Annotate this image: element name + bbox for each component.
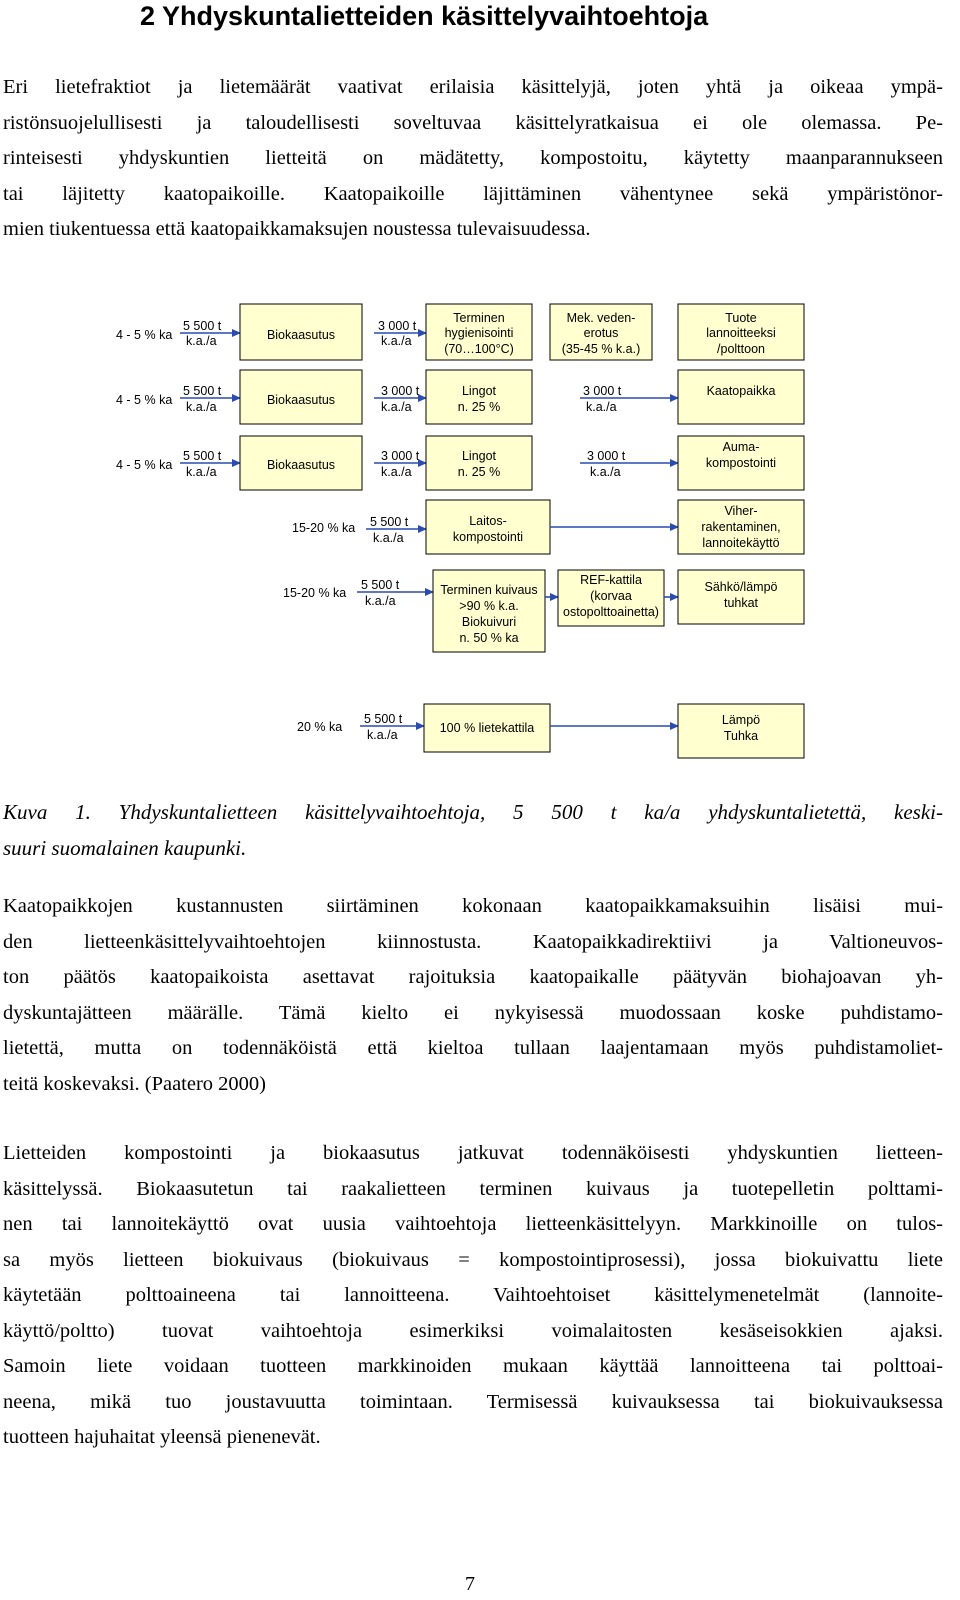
paragraph-line: neena, mikä tuo joustavuutta toimintaan. Termisessä kuivauksessa tai biokuivauksessa <box>3 1390 943 1413</box>
caption-line: Kuva 1. Yhdyskuntalietteen käsittelyvaihtoehtoja, 5 500 t ka/a yhdyskuntalietettä, keski- <box>3 800 943 824</box>
paragraph-line: sa myös lietteen biokuivaus (biokuivaus = kompostointiprosessi), jossa biokuivattu liete <box>3 1248 943 1271</box>
process-box-label: REF-kattila <box>580 573 642 587</box>
landfill-paragraph <box>3 889 943 1102</box>
paragraph-line: dyskuntajätteen määrälle. Tämä kielto ei nykyisessä muodossaan koske puhdistamo- <box>3 1001 943 1024</box>
process-box-label: Lingot <box>461 449 497 463</box>
process-box-label: ostopolttoainetta) <box>563 605 659 619</box>
process-box-label: Lingot <box>461 384 497 398</box>
flow-unit-label: k.a./a <box>367 728 398 742</box>
process-box-label: n. 25 % <box>457 400 501 414</box>
flow-amount-label: 3 000 t <box>378 319 417 333</box>
flow-amount-label: 5 500 t <box>361 578 400 592</box>
paragraph-line: nen tai lannoitekäyttö ovat uusia vaihtoehtoja lietteenkäsittelyyn. Markkinoille on tulos- <box>3 1213 943 1235</box>
flow-unit-label: k.a./a <box>381 400 412 414</box>
paragraph-line: ton päätös kaatopaikoista asettavat rajoituksia kaatopaikalle päätyvän biohajoavan yh- <box>3 966 943 988</box>
end-use-box-label: Lämpö <box>721 713 761 727</box>
process-box-label: hygienisointi <box>444 326 514 340</box>
process-box-label: Biokaasutus <box>266 393 336 407</box>
end-use-box-label: /polttoon <box>717 342 765 356</box>
end-use-box-label: Sähkö/lämpö <box>704 580 778 594</box>
process-box-label: (35-45 % k.a.) <box>561 342 641 356</box>
source-dry-matter-label: 4 - 5 % ka <box>116 328 173 342</box>
paragraph-line: Lietteiden kompostointi ja biokaasutus jatkuvat todennäköisesti yhdyskuntien lietteen- <box>3 1142 943 1164</box>
diagram-row-4 <box>292 500 804 554</box>
process-box-label: Biokaasutus <box>266 328 336 342</box>
intro-paragraph <box>3 70 943 248</box>
process-box-label: n. 25 % <box>457 465 501 479</box>
end-use-box-label: lannoitekäyttö <box>702 536 780 550</box>
paragraph-line: mien tiukentuessa että kaatopaikkamaksujen noustessa tulevaisuudessa. <box>3 218 591 240</box>
caption-line: suuri suomalainen kaupunki. <box>3 836 247 860</box>
end-use-box-label: Viher- <box>724 504 758 518</box>
flow-unit-label: k.a./a <box>373 531 404 545</box>
flow-amount-label: 5 500 t <box>183 319 222 333</box>
end-use-box-label: lannoitteeksi <box>706 326 776 340</box>
source-dry-matter-label: 15-20 % ka <box>283 586 347 600</box>
end-use-box-label: Auma- <box>722 440 760 454</box>
process-box-label: erotus <box>583 326 619 340</box>
paragraph-line: käyttö/poltto) tuovat vaihtoehtoja esimerkiksi voimalaitosten kesäseisokkien ajaksi. <box>3 1319 943 1342</box>
process-box-centrifuge <box>426 436 532 490</box>
flow-amount-label: 5 500 t <box>370 515 409 529</box>
paragraph-line: tai läjitetty kaatopaikoille. Kaatopaikoille läjittäminen vähentynee sekä ympäristönor- <box>3 182 943 205</box>
end-use-box-label: kompostointi <box>705 456 777 470</box>
process-box-label: Biokaasutus <box>266 458 336 472</box>
flow-amount-label: 3 000 t <box>381 384 420 398</box>
flow-unit-label: k.a./a <box>381 334 412 348</box>
diagram-row-6 <box>297 704 804 758</box>
process-box-label: 100 % lietekattila <box>439 721 535 735</box>
diagram-row-5 <box>283 570 804 652</box>
process-box-label: Laitos- <box>469 514 507 528</box>
process-box-label: (70…100°C) <box>444 342 514 356</box>
paragraph-line: Samoin liete voidaan tuotteen markkinoiden mukaan käyttää lannoitteena tai polttoai- <box>3 1355 943 1377</box>
paragraph-line: teitä koskevaksi. (Paatero 2000) <box>3 1072 267 1095</box>
process-box-label: >90 % k.a. <box>459 599 519 613</box>
source-dry-matter-label: 4 - 5 % ka <box>116 458 173 472</box>
process-box-label: Terminen kuivaus <box>440 583 538 597</box>
flow-unit-label: k.a./a <box>586 400 617 414</box>
process-box-label: Terminen <box>453 311 505 325</box>
process-box-label: Mek. veden- <box>566 311 636 325</box>
paragraph-line: käytetään polttoaineena tai lannoitteena. Vaihtoehtoiset käsittelymenetelmät (lannoite- <box>3 1284 943 1306</box>
source-dry-matter-label: 4 - 5 % ka <box>116 393 173 407</box>
process-box-label: Biokuivuri <box>461 615 517 629</box>
diagram-row-1 <box>116 304 804 360</box>
source-dry-matter-label: 15-20 % ka <box>292 521 356 535</box>
flow-unit-label: k.a./a <box>365 594 396 608</box>
end-use-box-label: Tuhka <box>723 729 759 743</box>
flow-amount-label: 5 500 t <box>183 384 222 398</box>
paragraph-line: tuotteen hajuhaitat yleensä pienenevät. <box>3 1426 321 1448</box>
page-number: 7 <box>465 1573 475 1595</box>
process-box-label: (korvaa <box>590 589 632 603</box>
flow-amount-label: 3 000 t <box>583 384 622 398</box>
paragraph-line: lietettä, mutta on todennäköistä että kieltoa tullaan laajentamaan myös puhdistamoliet- <box>3 1037 943 1059</box>
process-box-label: kompostointi <box>452 530 524 544</box>
flow-unit-label: k.a./a <box>186 334 217 348</box>
composting-paragraph <box>3 1136 943 1456</box>
flow-unit-label: k.a./a <box>381 465 412 479</box>
diagram-row-2 <box>116 370 804 424</box>
flow-unit-label: k.a./a <box>186 400 217 414</box>
end-use-box-label: Kaatopaikka <box>706 384 776 398</box>
diagram-row-3 <box>116 436 804 490</box>
flow-amount-label: 3 000 t <box>381 449 420 463</box>
process-box-label: n. 50 % ka <box>459 631 519 645</box>
flow-amount-label: 5 500 t <box>364 712 403 726</box>
end-use-box-label: tuhkat <box>723 596 759 610</box>
flow-amount-label: 5 500 t <box>183 449 222 463</box>
paragraph-line: Kaatopaikkojen kustannusten siirtäminen kokonaan kaatopaikkamaksuihin lisäisi mui- <box>3 895 943 917</box>
paragraph-line: käsittelyssä. Biokaasutetun tai raakalietteen terminen kuivaus ja tuotepelletin polttami- <box>3 1177 943 1200</box>
end-use-box-label: Tuote <box>725 311 757 325</box>
paragraph-line: Eri lietefraktiot ja lietemäärät vaativat erilaisia käsittelyjä, joten yhtä ja oikeaa ympä- <box>3 76 943 98</box>
section-heading: 2 Yhdyskuntalietteiden käsittelyvaihtoehtoja <box>140 1 709 31</box>
paragraph-line: ristönsuojelullisesti ja taloudellisesti soveltuvaa käsittelyratkaisua ei ole olemassa. Pe- <box>3 111 943 134</box>
figure-caption <box>3 794 943 866</box>
end-use-box-label: rakentaminen, <box>701 520 781 534</box>
flow-unit-label: k.a./a <box>186 465 217 479</box>
source-dry-matter-label: 20 % ka <box>297 720 343 734</box>
paragraph-line: rinteisesti yhdyskuntien lietteitä on mädätetty, kompostoitu, käytetty maanparannukseen <box>3 147 943 169</box>
flow-unit-label: k.a./a <box>590 465 621 479</box>
paragraph-line: den lietteenkäsittelyvaihtoehtojen kiinnostusta. Kaatopaikkadirektiivi ja Valtioneuvos- <box>3 930 943 953</box>
flow-amount-label: 3 000 t <box>587 449 626 463</box>
